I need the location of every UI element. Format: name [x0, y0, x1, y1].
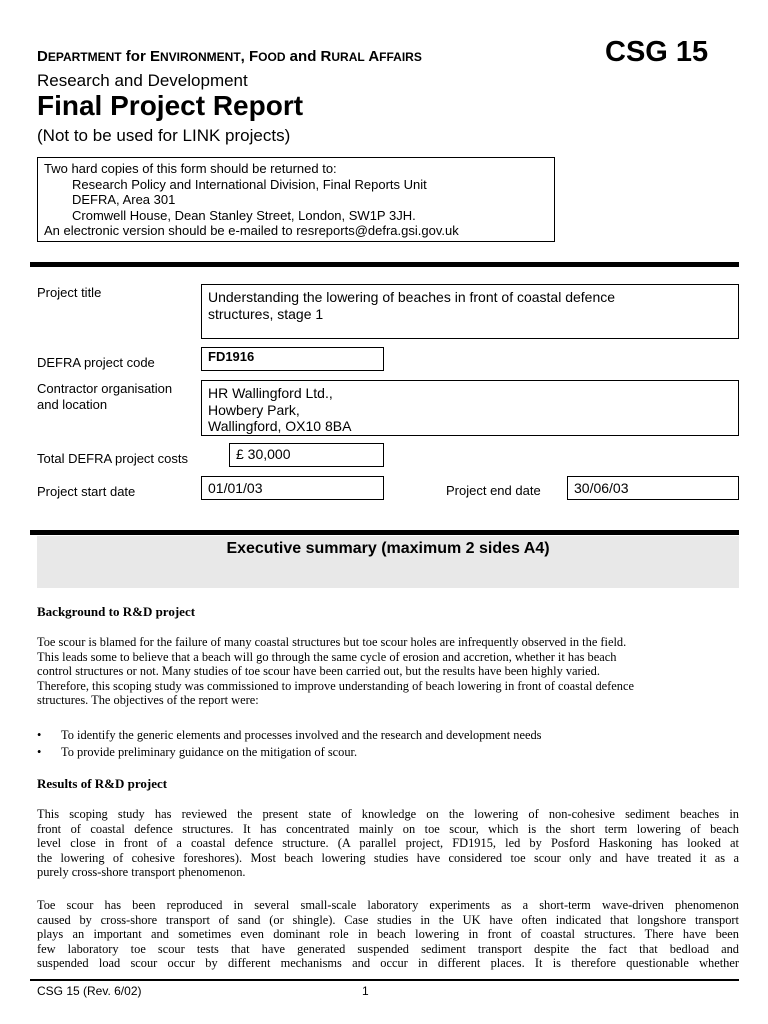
- paragraph-line: suspended load scour occur by different mechanisms and occur in different places. It is therefore questionable whether: [37, 956, 739, 971]
- contractor-label-line: and location: [37, 397, 108, 412]
- contractor-line: HR Wallingford Ltd.,: [208, 385, 333, 401]
- contractor-label: [37, 381, 172, 413]
- page-title: Final Project Report: [37, 90, 304, 121]
- form-code: CSG 15: [605, 36, 709, 68]
- return-instructions-box: [37, 157, 555, 242]
- footer-form-revision: CSG 15 (Rev. 6/02): [37, 984, 142, 998]
- project-title-line: Understanding the lowering of beaches in front of coastal defence: [208, 289, 616, 305]
- project-title-label: Project title: [37, 285, 102, 300]
- end-date-field[interactable]: 30/06/03: [567, 476, 739, 500]
- paragraph-line: few laboratory toe scour tests that have generated suspended sediment transport despite the fact that bedload and: [37, 941, 739, 956]
- background-paragraph: [37, 635, 739, 708]
- costs-field[interactable]: £ 30,000: [229, 443, 384, 467]
- paragraph-line: This scoping study has reviewed the present state of knowledge on the lowering of non-cohesive sediment beaches in: [37, 807, 739, 821]
- results-paragraph-2: [37, 898, 739, 971]
- start-date-label: Project start date: [37, 484, 136, 499]
- footer-divider: [30, 979, 739, 981]
- return-line: Research Policy and International Division, Final Reports Unit: [72, 176, 427, 192]
- paragraph-line: control structures or not. Many studies of toe scour have been carried out, but the results have been highly varied.: [37, 664, 600, 679]
- return-line: Cromwell House, Dean Stanley Street, London, SW1P 3JH.: [72, 207, 416, 223]
- paragraph-line: This leads some to believe that a beach will go through the same cycle of erosion and accretion, whether it has beach: [37, 649, 617, 664]
- paragraph-line: Toe scour is blamed for the failure of many coastal structures but toe scour holes are infrequently observed in the field.: [37, 635, 627, 649]
- contractor-line: Howbery Park,: [208, 401, 300, 418]
- report-subtitle: Research and Development: [37, 71, 248, 90]
- section-divider: [30, 530, 739, 535]
- objective-bullet: • To identify the generic elements and processes involved and the research and development needs: [37, 728, 542, 742]
- usage-note: (Not to be used for LINK projects): [37, 126, 291, 145]
- project-title-field[interactable]: [201, 284, 739, 339]
- paragraph-line: structures. The objectives of the report were:: [37, 693, 259, 708]
- contractor-label-line: Contractor organisation: [37, 381, 173, 396]
- executive-summary-heading: [37, 536, 739, 588]
- results-heading: Results of R&D project: [37, 776, 168, 791]
- paragraph-line: the lowering of cohesive foreshores). Most beach lowering studies have considered toe scour only and have treated it as a: [37, 850, 739, 865]
- objective-text: To identify the generic elements and processes involved and the research and development needs: [61, 728, 542, 742]
- paragraph-line: level close in front of a coastal defence structure. (A parallel project, FD1915, led by Posford Haskoning has looked at: [37, 836, 739, 851]
- executive-summary-title: Executive summary (maximum 2 sides A4): [226, 540, 550, 557]
- paragraph-line: front of coastal defence structures. It has concentrated mainly on toe scour, which is the short term lowering of beach: [37, 821, 739, 836]
- results-paragraph-1: [37, 807, 739, 880]
- return-line: DEFRA, Area 301: [72, 192, 176, 207]
- project-title-line: structures, stage 1: [208, 305, 324, 322]
- objective-bullet: • To provide preliminary guidance on the mitigation of scour.: [37, 745, 358, 759]
- project-code-label: DEFRA project code: [37, 355, 155, 370]
- section-divider: [30, 262, 739, 267]
- paragraph-line: plays an important and sometimes even dominant role in beach lowering in front of coastal structures. There have been: [37, 927, 739, 942]
- project-code-field[interactable]: FD1916: [201, 347, 384, 371]
- paragraph-line: purely cross-shore transport phenomenon.: [37, 865, 246, 880]
- contractor-line: Wallingford, OX10 8BA: [208, 418, 352, 434]
- paragraph-line: Toe scour has been reproduced in several small-scale laboratory experiments as a short-term wave-driven phenomenon: [37, 898, 739, 912]
- start-date-field[interactable]: 01/01/03: [201, 476, 384, 500]
- background-heading: Background to R&D project: [37, 604, 196, 619]
- department-name: DEPARTMENT for ENVIRONMENT, FOOD and RURAL AFFAIRS: [37, 48, 422, 65]
- costs-label: Total DEFRA project costs: [37, 451, 188, 466]
- return-line: Two hard copies of this form should be returned to:: [44, 161, 337, 176]
- objective-text: To provide preliminary guidance on the mitigation of scour.: [61, 745, 358, 759]
- paragraph-line: caused by cross-shore transport of sand (or shingle). Case studies in the UK have often indicated that longshore transport: [37, 912, 739, 927]
- return-line: An electronic version should be e-mailed to resreports@defra.gsi.gov.uk: [44, 223, 459, 238]
- paragraph-line: Therefore, this scoping study was commissioned to improve understanding of beach lowering in front of coastal defence: [37, 678, 634, 693]
- end-date-label: Project end date: [446, 483, 541, 498]
- page-number: 1: [362, 984, 369, 998]
- contractor-field[interactable]: [201, 380, 739, 436]
